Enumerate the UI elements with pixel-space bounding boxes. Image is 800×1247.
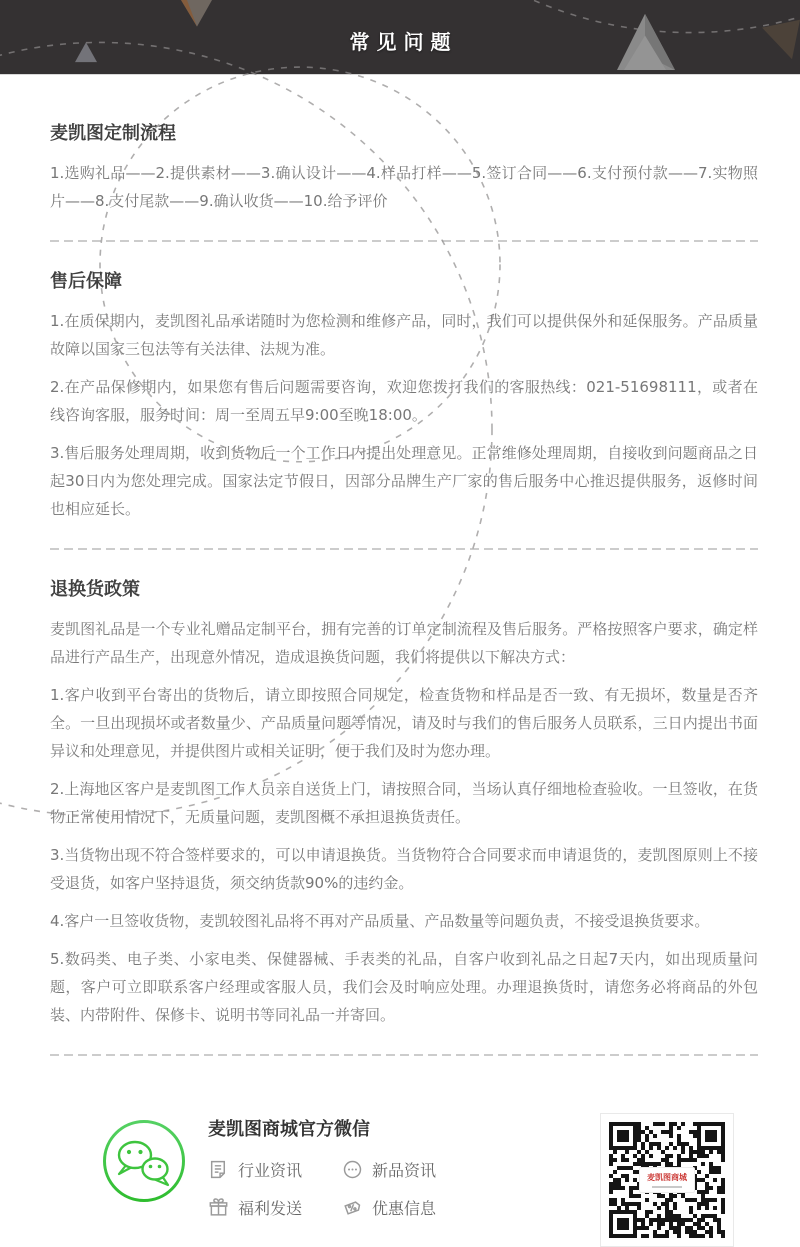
- section-heading: 售后保障: [50, 271, 122, 292]
- paragraph: 1.选购礼品——2.提供素材——3.确认设计——4.样品打样——5.签订合同——6.支付预付款——7.实物照片——8.支付尾款——9.确认收货——10.给予评价: [50, 164, 758, 210]
- section-after-sales: [50, 269, 758, 523]
- footer-item-label: 行业资讯: [238, 1161, 303, 1180]
- wechat-qr-code: [600, 1113, 734, 1247]
- paragraph: 2.在产品保修期内，如果您有售后问题需要咨询，欢迎您拨打我们的客服热线：021-51698111，或者在线咨询客服，服务时间：周一至周五早9:00至晚18:00。: [50, 378, 758, 424]
- coupon-tag-icon: [342, 1197, 363, 1218]
- qr-center-label: [639, 1167, 695, 1193]
- wechat-feature-grid: [208, 1158, 436, 1219]
- paragraph: 1.在质保期内，麦凯图礼品承诺随时为您检测和维修产品，同时，我们可以提供保外和延保服务。产品质量故障以国家三包法等有关法律、法规为准。: [50, 312, 758, 358]
- dashed-divider: [50, 1054, 758, 1056]
- section-heading: 麦凯图定制流程: [50, 123, 176, 144]
- footer-item-benefits: [208, 1196, 302, 1219]
- wechat-account-title: 麦凯图商城官方微信: [208, 1119, 370, 1140]
- footer-item-label: 新品资讯: [372, 1161, 437, 1180]
- paragraph: 5.数码类、电子类、小家电类、保健器械、手表类的礼品，自客户收到礼品之日起7天内，如出现质量问题，客户可立即联系客户经理或客服人员，我们会及时响应处理。办理退换货时，请您务必将商品的外包装、内带附件、保修卡、说明书等同礼品一并寄回。: [50, 950, 758, 1024]
- paragraph: 3.当货物出现不符合签样要求的，可以申请退换货。当货物符合合同要求而申请退货的，麦凯图原则上不接受退货，如客户坚持退货，须交纳货款90%的违约金。: [50, 846, 758, 892]
- footer-item-discount-info: [342, 1196, 436, 1219]
- wechat-icon: [102, 1119, 186, 1203]
- footer-item-new-products: [342, 1158, 436, 1181]
- qr-brand-text: 麦凯图商城: [647, 1172, 687, 1182]
- footer-item-industry-news: [208, 1158, 302, 1181]
- paragraph: 3.售后服务处理周期，收到货物后一个工作日内提出处理意见。正常维修处理周期，自接收到问题商品之日起30日内为您处理完成。国家法定节假日，因部分品牌生产厂家的售后服务中心推迟提供服务，返修时间也相应延长。: [50, 444, 758, 518]
- wechat-info: [208, 1113, 436, 1219]
- section-return-policy: [50, 577, 758, 1029]
- qr-sub-rule: [652, 1186, 682, 1188]
- paragraph: 2.上海地区客户是麦凯图工作人员亲自送货上门，请按照合同，当场认真仔细地检查验收。一旦签收，在货物正常使用情况下，无质量问题，麦凯图概不承担退换货责任。: [50, 780, 758, 826]
- paragraph: 4.客户一旦签收货物，麦凯较图礼品将不再对产品质量、产品数量等问题负责，不接受退换货要求。: [50, 912, 710, 930]
- paragraph: 1.客户收到平台寄出的货物后，请立即按照合同规定，检查货物和样品是否一致、有无损坏，数量是否齐全。一旦出现损坏或者数量少、产品质量问题等情况，请及时与我们的售后服务人员联系，三日内提出书面异议和处理意见，并提供图片或相关证明，便于我们及时为您办理。: [50, 686, 758, 760]
- dashed-divider: [50, 548, 758, 550]
- wechat-footer: [0, 1083, 800, 1247]
- qr-pattern: [609, 1122, 725, 1238]
- dashed-divider: [50, 240, 758, 242]
- footer-item-label: 优惠信息: [372, 1199, 437, 1218]
- section-heading: 退换货政策: [50, 579, 140, 600]
- gift-icon: [208, 1197, 229, 1218]
- footer-item-label: 福利发送: [238, 1199, 303, 1218]
- faq-content: [0, 75, 800, 1056]
- page-title: 常见问题: [349, 30, 458, 54]
- document-icon: [208, 1159, 229, 1180]
- ellipsis-circle-icon: [342, 1159, 363, 1180]
- section-custom-process: [50, 121, 758, 215]
- paragraph: 麦凯图礼品是一个专业礼赠品定制平台，拥有完善的订单定制流程及售后服务。严格按照客户要求，确定样品进行产品生产，出现意外情况，造成退换货问题，我们将提供以下解决方式：: [50, 620, 758, 666]
- header-banner: [0, 0, 800, 75]
